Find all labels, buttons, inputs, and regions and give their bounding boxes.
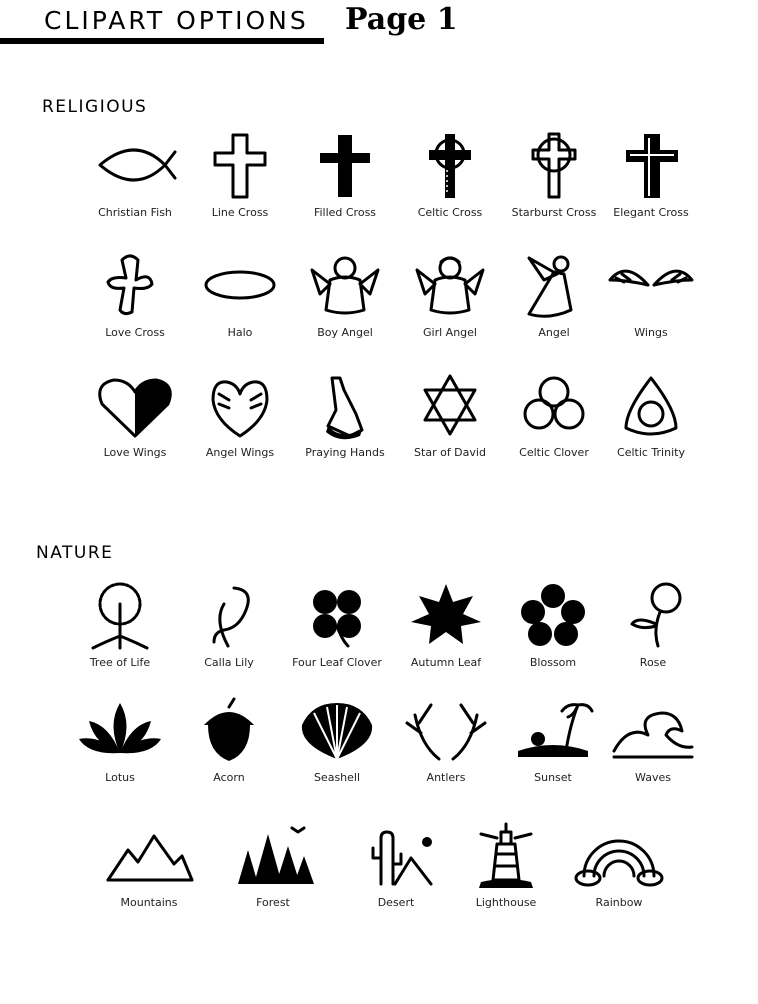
clipart-label: Celtic Clover xyxy=(519,446,589,459)
lighthouse-icon xyxy=(461,820,551,890)
blossom-icon xyxy=(508,580,598,650)
section-title-nature: NATURE xyxy=(36,543,114,563)
clipart-label: Starburst Cross xyxy=(511,206,597,219)
header-title: CLIPART OPTIONS xyxy=(44,6,309,35)
clipart-label: Forest xyxy=(256,896,290,909)
clipart-label: Filled Cross xyxy=(313,206,377,219)
clipart-label: Lighthouse xyxy=(475,896,537,909)
clipart-label: Sunset xyxy=(534,771,572,784)
clipart-item-celtic-trinity xyxy=(586,370,716,459)
clipart-item-rainbow xyxy=(554,820,684,909)
clipart-label: Rose xyxy=(639,656,667,669)
celtic-trinity-icon xyxy=(606,370,696,440)
angel-wings-icon xyxy=(195,370,285,440)
clipart-label: Wings xyxy=(634,326,668,339)
header-underline xyxy=(0,38,324,44)
clipart-item-lighthouse xyxy=(441,820,571,909)
sunset-icon xyxy=(508,695,598,765)
calla-lily-icon xyxy=(184,580,274,650)
seashell-icon xyxy=(292,695,382,765)
clipart-label: Desert xyxy=(377,896,415,909)
clipart-label: Girl Angel xyxy=(423,326,477,339)
acorn-icon xyxy=(184,695,274,765)
praying-hands-icon xyxy=(300,370,390,440)
clipart-label: Acorn xyxy=(213,771,245,784)
clipart-label: Star of David xyxy=(414,446,486,459)
clipart-item-wings xyxy=(586,250,716,339)
clipart-label: Rainbow xyxy=(595,896,643,909)
clipart-label: Blossom xyxy=(529,656,577,669)
clipart-label: Tree of Life xyxy=(89,656,151,669)
clipart-label: Autumn Leaf xyxy=(410,656,482,669)
desert-icon xyxy=(351,820,441,890)
clipart-label: Boy Angel xyxy=(317,326,373,339)
clipart-label: Seashell xyxy=(313,771,361,784)
clipart-label: Four Leaf Clover xyxy=(292,656,382,669)
love-wings-icon xyxy=(90,370,180,440)
lotus-icon xyxy=(75,695,165,765)
fish-icon xyxy=(90,130,180,200)
clipart-label: Love Wings xyxy=(103,446,167,459)
girl-angel-icon xyxy=(405,250,495,320)
four-leaf-clover-icon xyxy=(292,580,382,650)
section-title-religious: RELIGIOUS xyxy=(42,97,148,117)
clipart-label: Angel Wings xyxy=(205,446,275,459)
clipart-label: Mountains xyxy=(120,896,178,909)
clipart-label: Halo xyxy=(227,326,253,339)
clipart-label: Love Cross xyxy=(105,326,165,339)
boy-angel-icon xyxy=(300,250,390,320)
celtic-cross-icon xyxy=(405,130,495,200)
clipart-label: Antlers xyxy=(426,771,466,784)
clipart-item-rose xyxy=(588,580,718,669)
clipart-label: Praying Hands xyxy=(305,446,385,459)
love-cross-icon xyxy=(90,250,180,320)
mountains-icon xyxy=(104,820,194,890)
filled-cross-icon xyxy=(300,130,390,200)
clipart-label: Lotus xyxy=(105,771,135,784)
clipart-label: Elegant Cross xyxy=(613,206,689,219)
clipart-label: Line Cross xyxy=(211,206,269,219)
elegant-cross-icon xyxy=(606,130,696,200)
clipart-item-mountains xyxy=(84,820,214,909)
clipart-item-elegant-cross xyxy=(586,130,716,219)
halo-icon xyxy=(195,250,285,320)
autumn-leaf-icon xyxy=(401,580,491,650)
clipart-label: Christian Fish xyxy=(98,206,172,219)
clipart-item-waves xyxy=(588,695,718,784)
star-of-david-icon xyxy=(405,370,495,440)
clipart-label: Calla Lily xyxy=(204,656,254,669)
clipart-label: Celtic Trinity xyxy=(617,446,685,459)
antlers-icon xyxy=(401,695,491,765)
clipart-label: Waves xyxy=(635,771,671,784)
tree-of-life-icon xyxy=(75,580,165,650)
waves-icon xyxy=(608,695,698,765)
rainbow-icon xyxy=(574,820,664,890)
wings-icon xyxy=(606,250,696,320)
clipart-label: Angel xyxy=(538,326,570,339)
rose-icon xyxy=(608,580,698,650)
clipart-label: Celtic Cross xyxy=(417,206,483,219)
page-number: Page 1 xyxy=(345,2,458,37)
clipart-item-forest xyxy=(208,820,338,909)
line-cross-icon xyxy=(195,130,285,200)
forest-icon xyxy=(228,820,318,890)
